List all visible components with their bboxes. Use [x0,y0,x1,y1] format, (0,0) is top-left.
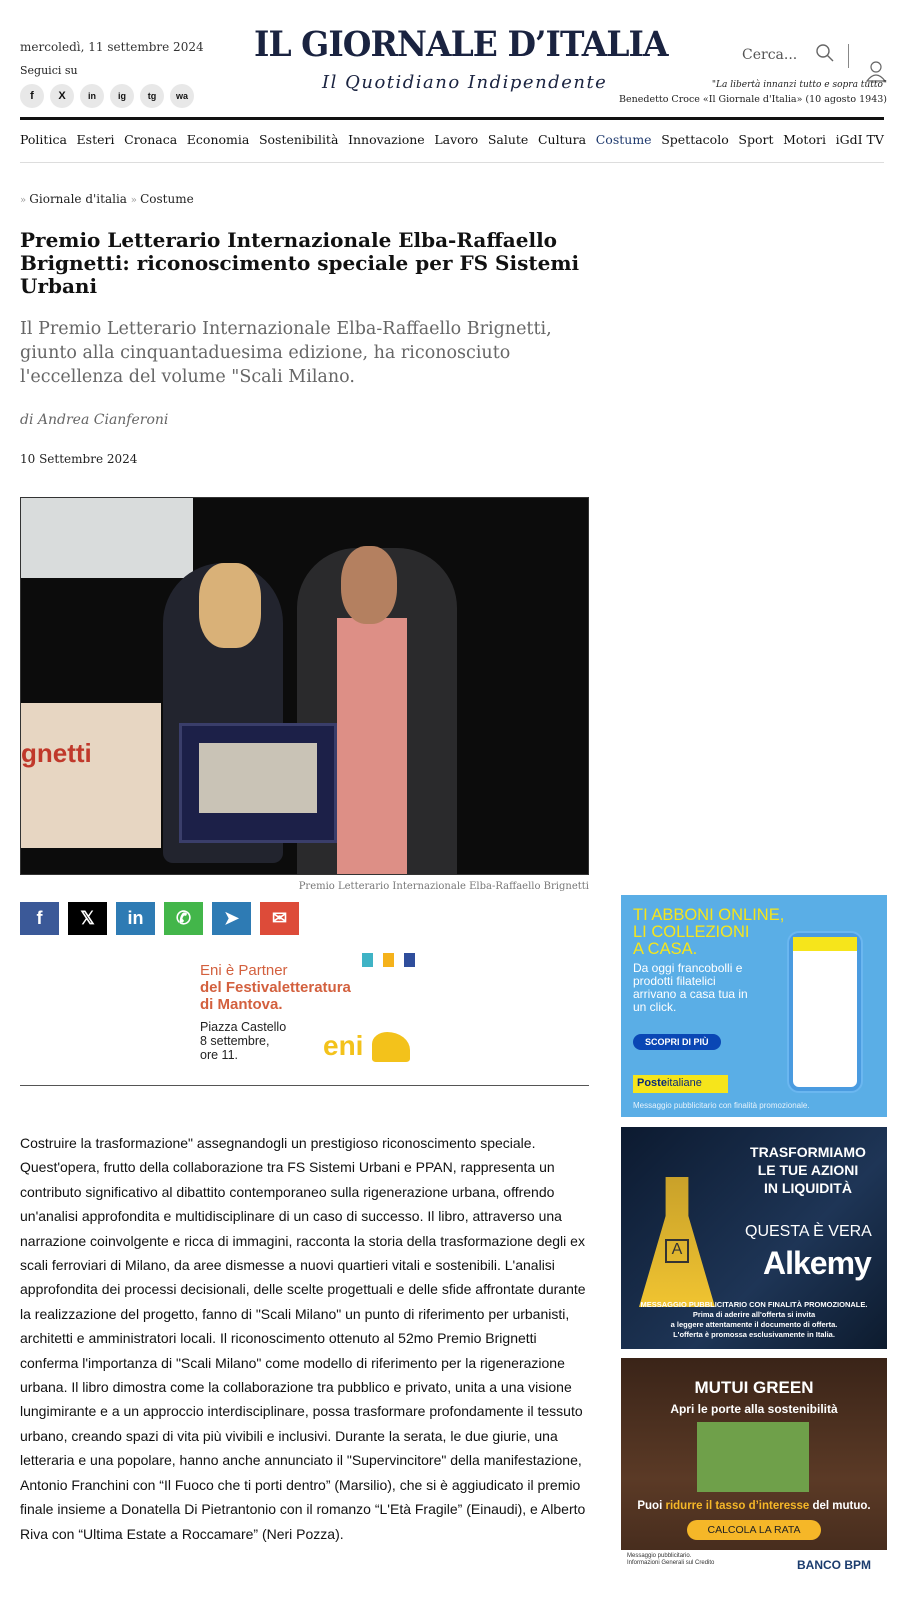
poste-headline-1: TI ABBONI ONLINE, [633,906,785,924]
photo-caption: Premio Letterario Internazionale Elba-Raffaello Brignetti [298,881,589,892]
alkemy-disclaimer-3: a leggere attentamente il documento di offerta. [670,1320,838,1329]
eni-dog-icon [372,1032,410,1062]
bpm-subheadline: Apri le porte alla sostenibilità [670,1402,838,1416]
poste-headline-3: A CASA. [633,940,698,958]
main-nav [20,132,884,147]
article-author[interactable]: di Andrea Cianferoni [20,412,169,428]
x-icon[interactable]: X [50,84,74,108]
linkedin-icon[interactable]: in [80,84,104,108]
site-tagline: Il Quotidiano Indipendente [322,72,608,93]
share-linkedin-button[interactable]: in [116,902,155,935]
nav-lavoro[interactable]: Lavoro [434,132,479,147]
nav-sport[interactable]: Sport [738,132,774,147]
instagram-icon[interactable]: ig [110,84,134,108]
search-icon[interactable] [815,43,835,63]
color-squares [362,953,415,967]
flask-letter: A [665,1239,689,1263]
nav-motori[interactable]: Motori [783,132,826,147]
header-rule [20,117,884,120]
follow-label: Seguici su [20,64,78,77]
header-quote: "La libertà innanzi tutto e sopra tutto" [711,80,887,90]
nav-esteri[interactable]: Esteri [76,132,115,147]
poste-cta-button[interactable]: SCOPRI DI PIÙ [633,1034,721,1050]
divider [848,44,849,68]
share-email-button[interactable]: ✉ [260,902,299,935]
article-date: 10 Settembre 2024 [20,452,138,466]
alkemy-line: QUESTA È VERA [745,1223,872,1240]
poste-logo: Posteitaliane [633,1075,728,1093]
nav-salute[interactable]: Salute [487,132,529,147]
nav-innovazione[interactable]: Innovazione [348,132,425,147]
eni-ad-date: 8 settembre, [200,1034,270,1048]
current-date: mercoledì, 11 settembre 2024 [20,40,204,54]
alkemy-disclaimer-1: MESSAGGIO PUBBLICITARIO CON FINALITÀ PROMOZIONALE. [640,1300,868,1309]
nav-economia[interactable]: Economia [186,132,250,147]
eni-ad-line2: del Festivaletteratura [200,979,351,996]
breadcrumb: » Giornale d'italia » Costume [20,192,194,206]
article-photo [20,497,589,875]
facebook-icon[interactable]: f [20,84,44,108]
breadcrumb-home[interactable]: Giornale d'italia [29,192,127,206]
phone-image [789,933,861,1091]
poste-text: Da oggi francobolli e prodotti filatelici arrivano a casa tua in un click. [633,961,748,1014]
nav-sostenibilita[interactable]: Sostenibilità [258,132,339,147]
telegram-icon[interactable]: tg [140,84,164,108]
alkemy-headline-1: TRASFORMIAMO [750,1144,866,1160]
eni-ad-line3: di Mantova. [200,996,283,1013]
share-whatsapp-button[interactable]: ✆ [164,902,203,935]
poste-disclaimer: Messaggio pubblicitario con finalità promozionale. [633,1101,810,1110]
alkemy-ad[interactable] [621,1127,887,1349]
article-subtitle: Il Premio Letterario Internazionale Elba-Raffaello Brignetti, giunto alla cinquantaduesima edizione, ha riconosciuto l'eccellenza del volume "Scali Milano. [20,319,552,387]
share-telegram-button[interactable]: ➤ [212,902,251,935]
eni-ad-time: ore 11. [200,1048,238,1062]
site-logo[interactable]: IL GIORNALE D’ITALIA [254,24,668,65]
bpm-footnote-1: Messaggio pubblicitario. [627,1553,692,1559]
share-x-button[interactable]: 𝕏 [68,902,107,935]
eni-ad-place: Piazza Castello [200,1020,287,1034]
poste-ad[interactable] [621,895,887,1117]
grass-image [697,1422,809,1492]
social-links [20,84,194,108]
eni-ad-line1: Eni è Partner [200,962,288,979]
breadcrumb-section[interactable]: Costume [140,192,194,206]
eni-ad[interactable] [200,950,415,1068]
user-icon[interactable] [866,60,886,82]
nav-cultura[interactable]: Cultura [537,132,587,147]
nav-politica[interactable]: Politica [20,132,67,147]
whatsapp-icon[interactable]: wa [170,84,194,108]
nav-igdi-tv[interactable]: iGdI TV [835,132,884,147]
bpm-footnote-2: Informazioni Generali sul Credito [627,1560,715,1566]
bpm-headline: MUTUI GREEN [694,1378,814,1397]
alkemy-headline-2: LE TUE AZIONI [757,1162,859,1178]
bpm-cta-button[interactable]: CALCOLA LA RATA [687,1520,821,1540]
article-body: Costruire la trasformazione" assegnandogli un prestigioso riconoscimento speciale. Quest'opera, frutto della collaborazione tra FS Sistemi Urbani e PPAN, rappresenta un contributo significativo al dibattito contemporaneo sulla rigenerazione urbana, offrendo un'analisi approfondita e multidisciplinare di un caso di successo. Il libro, attraverso una narrazione coinvolgente e ricca di immagini, racconta la storia della trasformazione degli ex scali ferroviari di Milano, da aree dismesse a nuovi quartieri vitali e sostenibili. L'analisi approfondita dei processi decisionali, delle scelte progettuali e delle sfide affrontate durante la realizzazione del progetto, fanno di "Scali Milano" un punto di riferimento per urbanisti, architetti e amministratori locali. Il riconoscimento ottenuto al 52mo Premio Brignetti conferma l'importanza di "Scali Milano" come modello di riferimento per la rigenerazione urbana. Il libro dimostra come la collaborazione tra pubblico e privato, unita a una visione lungimirante e a un approccio interdisciplinare, possa trasformare profondamente il tessuto urbano, creando spazi di vita più vivibili e inclusivi. Durante la serata, le due giurie, una letteraria e una popolare, hanno anche annunciato il "Supervincitore" della manifestazione, Antonio Franchini con “Il Fuoco che ti porti dentro” (Marsilio), che si è aggiudicato il premio finale insieme a Donatella Di Pietrantonio con il romanzo “L'Età Fragile” (Einaudi), e Alberto Riva con “Ultima Estate a Roccamare” (Neri Pozza). [20,1135,586,1542]
photo-sign-text: gnetti [21,738,92,768]
alkemy-disclaimer-2: Prima di aderire all'offerta si invita [692,1310,816,1319]
share-bar [20,902,299,935]
poste-headline-2: LI COLLEZIONI [633,923,750,941]
alkemy-logo: Alkemy [763,1245,871,1281]
bpm-ad[interactable]: MUTUI GREEN Apri le porte alla sostenibilità Puoi ridurre il tasso d’interesse del mutuo. CALCOLA LA RATA Messaggio pubblicitario. Informazioni Generali sul Credito BANCO BPM [621,1358,887,1600]
article-title: Premio Letterario Internazionale Elba-Raffaello Brignetti: riconoscimento speciale per FS Sistemi Urbani [20,228,580,298]
eni-logo: eni [323,1030,364,1061]
share-facebook-button[interactable]: f [20,902,59,935]
alkemy-headline-3: IN LIQUIDITÀ [764,1180,852,1196]
nav-costume[interactable]: Costume [595,132,652,147]
header-quote-source: Benedetto Croce «Il Giornale d'Italia» (10 agosto 1943) [619,94,887,105]
search-input[interactable]: Cerca... [742,47,798,63]
nav-spettacolo[interactable]: Spettacolo [661,132,729,147]
nav-rule [20,162,884,163]
ad-divider [20,1085,589,1086]
nav-cronaca[interactable]: Cronaca [124,132,178,147]
alkemy-disclaimer-4: L'offerta è promossa esclusivamente in Italia. [673,1330,835,1339]
bpm-logo: BANCO BPM [797,1558,871,1572]
